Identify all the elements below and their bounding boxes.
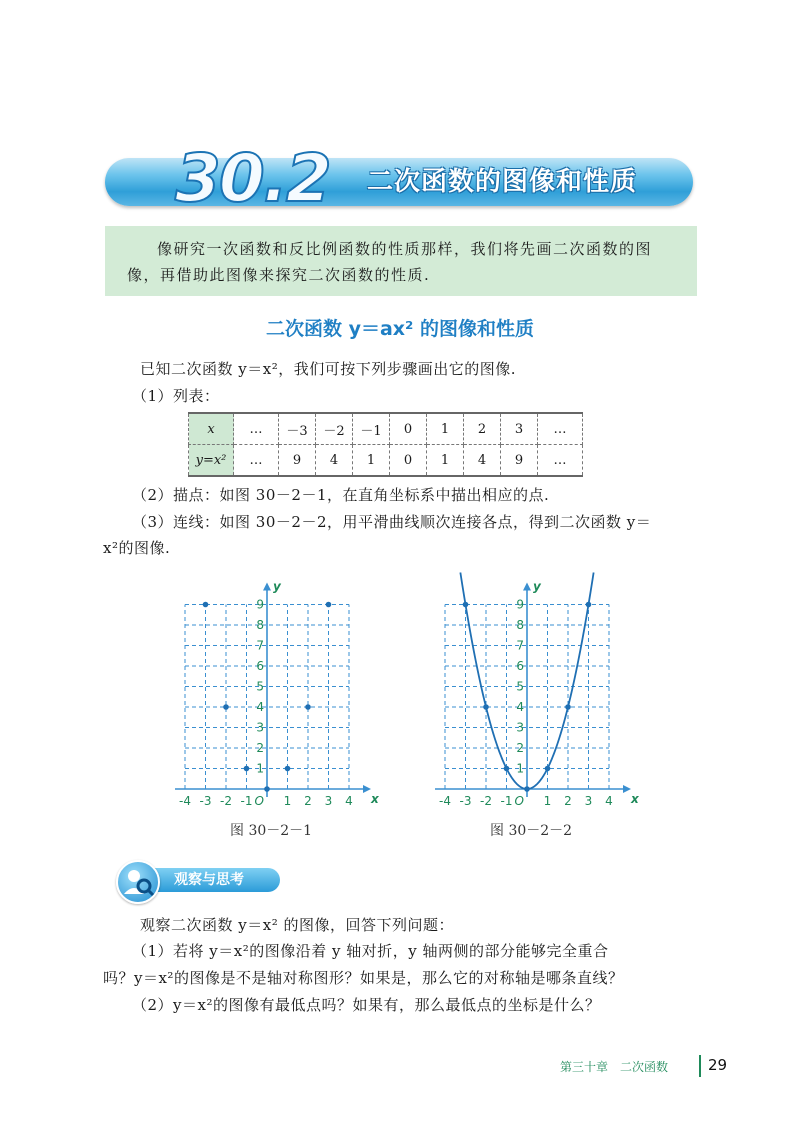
data-point <box>285 766 291 772</box>
table-cell: … <box>234 445 279 477</box>
subheading: 二次函数 y＝ax² 的图像和性质 <box>265 318 534 340</box>
x-axis-label: x <box>371 792 379 806</box>
table-cell: x <box>189 413 234 445</box>
x-tick-label: 1 <box>543 794 552 808</box>
data-point <box>305 704 311 710</box>
y-tick-label: 8 <box>516 618 524 632</box>
table-cell: 9 <box>279 445 316 477</box>
x-axis-label: x <box>631 792 639 806</box>
table-cell: 1 <box>353 445 390 477</box>
footer-divider <box>699 1055 701 1077</box>
y-tick-label: 7 <box>516 638 524 653</box>
step-2: （2）描点：如图 30－2－1，在直角坐标系中描出相应的点. <box>132 486 550 504</box>
y-tick-label: 6 <box>516 659 524 673</box>
x-axis-arrow <box>623 785 631 793</box>
table-cell: 3 <box>501 413 538 445</box>
data-point <box>483 704 489 710</box>
step-3-line-2: x²的图像. <box>103 539 171 557</box>
step-1: （1）列表： <box>132 387 220 405</box>
x-tick-label: -2 <box>220 794 232 808</box>
x-tick-label: 4 <box>605 794 613 808</box>
table-cell: 9 <box>501 445 538 477</box>
question-1-line-2: 吗？y＝x²的图像是不是轴对称图形？如果是，那么它的对称轴是哪条直线？ <box>103 969 624 987</box>
y-tick-label: 4 <box>256 700 264 714</box>
figure-30-2-2 <box>420 568 639 808</box>
question-1-line-1: （1）若将 y＝x²的图像沿着 y 轴对折，y 轴两侧的部分能够完全重合 <box>132 942 609 960</box>
data-point <box>586 602 592 608</box>
table-cell: －1 <box>353 413 390 445</box>
badge-label: 观察与思考 <box>174 872 244 888</box>
y-tick-label: 5 <box>256 679 264 694</box>
x-axis-arrow <box>363 785 371 793</box>
x-tick-label: -3 <box>199 794 212 808</box>
y-tick-label: 8 <box>256 618 264 632</box>
data-point <box>524 786 530 792</box>
y-tick-label: 6 <box>256 659 264 673</box>
data-point <box>565 704 571 710</box>
x-tick-label: 3 <box>324 794 333 808</box>
y-axis-label: y <box>533 579 541 594</box>
figure-30-2-1 <box>160 568 379 808</box>
table-cell: －3 <box>279 413 316 445</box>
observe-paragraph: 观察二次函数 y＝x² 的图像，回答下列问题： <box>140 916 454 934</box>
data-point <box>504 766 510 772</box>
figure-caption-1: 图 30－2－1 <box>230 823 313 839</box>
table-cell: 0 <box>390 445 427 477</box>
y-tick-label: 3 <box>516 720 524 735</box>
table-cell: 0 <box>390 413 427 445</box>
x-tick-label: 2 <box>304 794 312 808</box>
intro-text: 像研究一次函数和反比例函数的性质那样，我们将先画二次函数的图像，再借助此图像来探究二次函数的性质. <box>127 240 653 284</box>
data-point <box>545 766 551 772</box>
table-cell: 4 <box>464 445 501 477</box>
table-cell: y=x² <box>189 445 234 477</box>
table-cell: … <box>538 445 583 477</box>
table-cell: 4 <box>316 445 353 477</box>
x-tick-label: -1 <box>500 794 513 808</box>
intro-box <box>105 226 697 296</box>
x-tick-label: -3 <box>459 794 472 808</box>
section-title: 二次函数的图像和性质 <box>367 167 638 197</box>
section-number: 30.2 <box>175 140 330 217</box>
y-tick-label: 2 <box>516 741 524 755</box>
figure-caption-2: 图 30－2－2 <box>490 823 573 839</box>
table-cell: … <box>538 413 583 445</box>
y-tick-label: 7 <box>256 638 264 653</box>
table-row <box>189 445 583 477</box>
y-tick-label: 9 <box>256 597 264 612</box>
origin-label: O <box>514 794 524 808</box>
x-tick-label: 1 <box>283 794 292 808</box>
step-3-line-1: （3）连线：如图 30－2－2，用平滑曲线顺次连接各点，得到二次函数 y＝ <box>132 513 652 531</box>
footer-chapter: 第三十章 二次函数 <box>560 1060 669 1074</box>
x-tick-label: 2 <box>564 794 572 808</box>
table-cell: 2 <box>464 413 501 445</box>
y-axis-arrow <box>523 583 531 591</box>
value-table <box>188 412 583 477</box>
y-tick-label: 1 <box>516 761 524 776</box>
magnifier-person-icon <box>116 860 160 904</box>
x-tick-label: 4 <box>345 794 353 808</box>
page-number: 29 <box>708 1056 728 1074</box>
y-axis-arrow <box>263 583 271 591</box>
y-tick-label: 9 <box>516 597 524 612</box>
data-point <box>463 602 469 608</box>
x-tick-label: -4 <box>439 794 451 808</box>
x-tick-label: 3 <box>584 794 593 808</box>
origin-label: O <box>254 794 264 808</box>
table-row <box>189 413 583 445</box>
data-point <box>326 602 332 608</box>
observe-badge <box>108 862 280 898</box>
data-point <box>264 786 270 792</box>
y-tick-label: 5 <box>516 679 524 694</box>
y-tick-label: 1 <box>256 761 264 776</box>
data-point <box>223 704 229 710</box>
y-tick-label: 2 <box>256 741 264 755</box>
table-cell: －2 <box>316 413 353 445</box>
table-cell: 1 <box>427 413 464 445</box>
section-banner <box>105 140 693 217</box>
table-cell: … <box>234 413 279 445</box>
y-tick-label: 3 <box>256 720 264 735</box>
table-cell: 1 <box>427 445 464 477</box>
x-tick-label: -2 <box>480 794 492 808</box>
x-tick-label: -4 <box>179 794 191 808</box>
data-point <box>244 766 250 772</box>
y-tick-label: 4 <box>516 700 524 714</box>
data-point <box>203 602 209 608</box>
x-tick-label: -1 <box>240 794 253 808</box>
question-2: （2）y＝x²的图像有最低点吗？如果有，那么最低点的坐标是什么？ <box>132 996 601 1014</box>
body-paragraph: 已知二次函数 y＝x²，我们可按下列步骤画出它的图像. <box>140 360 516 378</box>
y-axis-label: y <box>273 579 281 594</box>
